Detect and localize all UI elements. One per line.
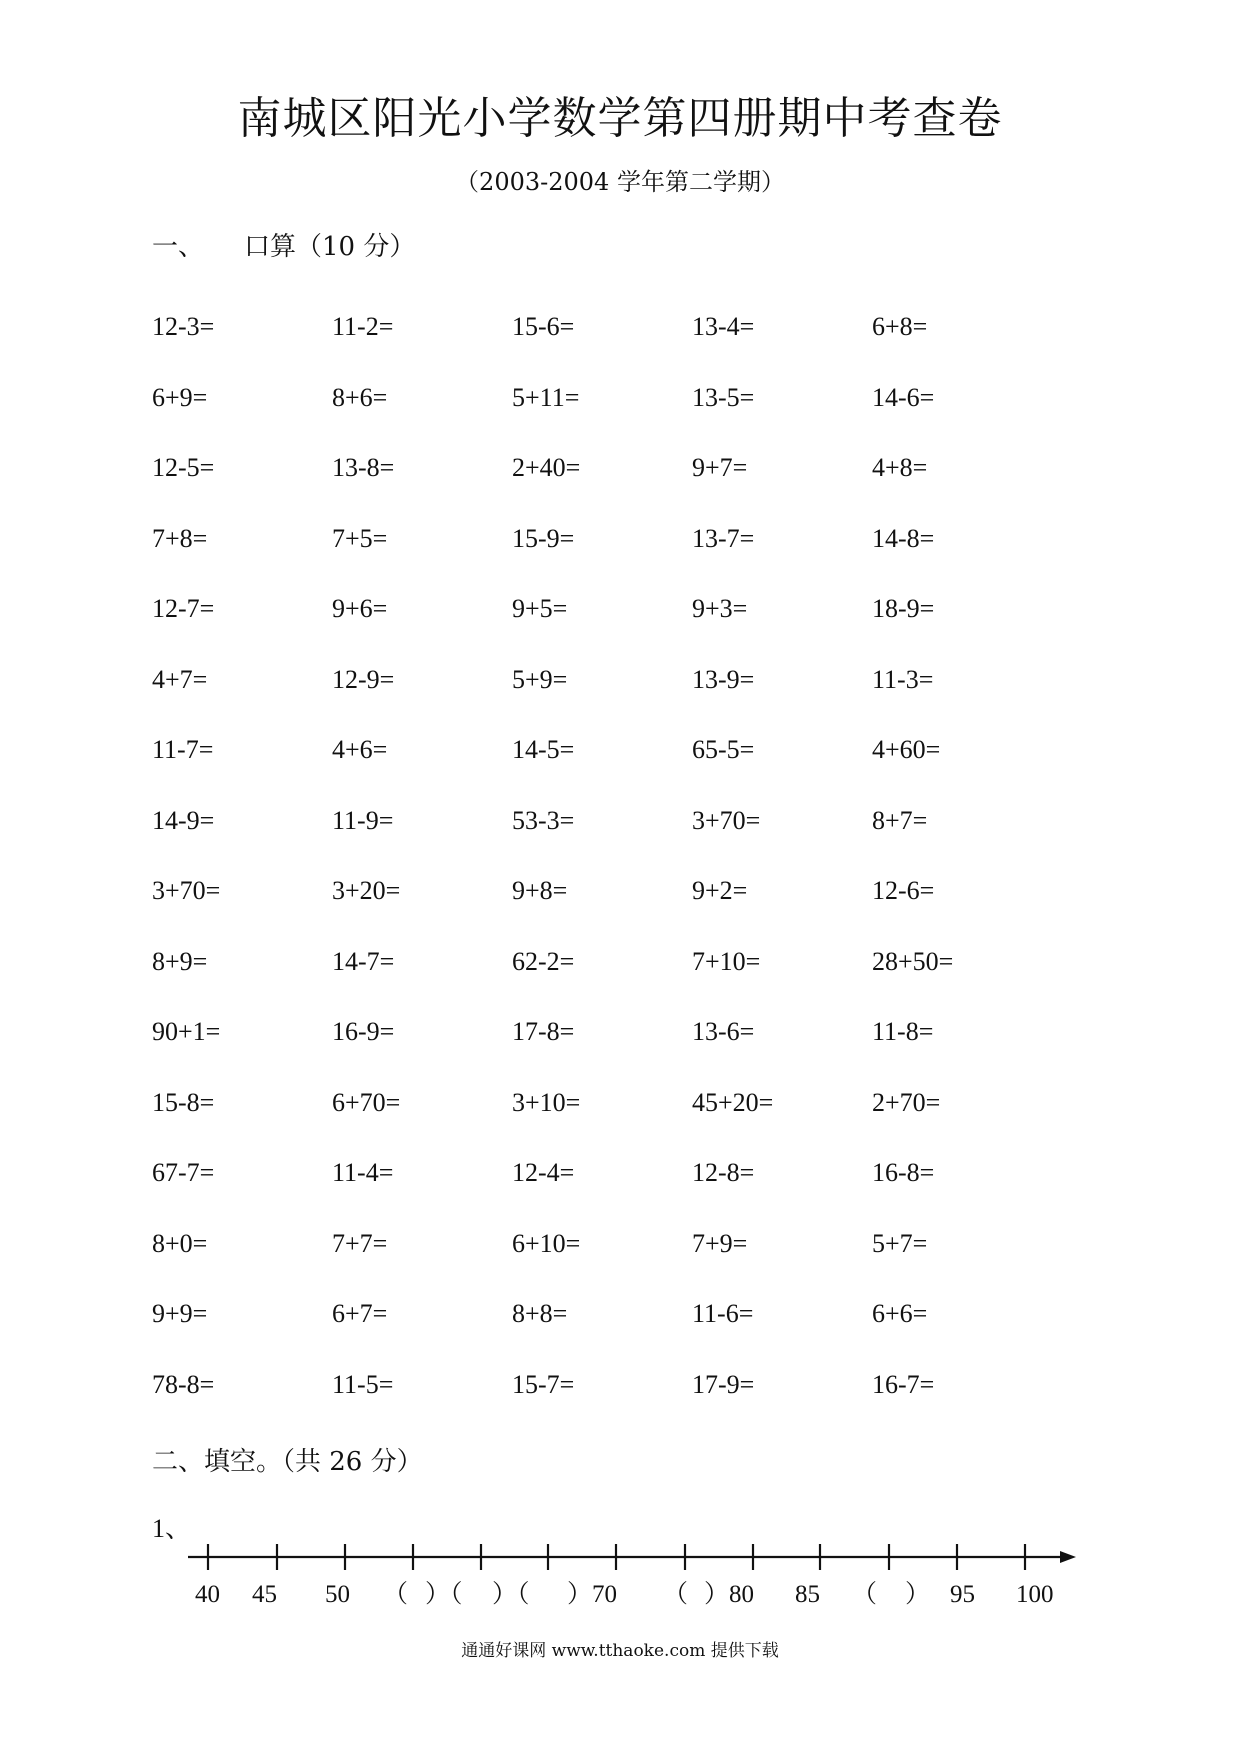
problem-item: 5+11= [512, 382, 580, 412]
problem-item: 45+20= [692, 1087, 774, 1117]
page-title: 南城区阳光小学数学第四册期中考查卷 [237, 93, 1003, 144]
problem-item: 11-7= [152, 735, 214, 764]
problem-item: 13-4= [692, 312, 755, 341]
problem-item: 8+7= [872, 805, 928, 835]
problem-item: 16-8= [872, 1158, 935, 1187]
number-line-label: 85 [795, 1581, 820, 1608]
problem-item: 9+9= [152, 1299, 208, 1328]
question-1-label: 1、 [152, 1514, 192, 1543]
problem-item: 6+10= [512, 1228, 581, 1258]
number-line-label: （ [852, 1581, 878, 1608]
problem-item: 14-5= [512, 735, 575, 764]
number-line-label: 50 [325, 1581, 350, 1608]
problem-item: 9+8= [512, 876, 568, 905]
problem-item: 11-2= [332, 312, 394, 341]
problem-item: 11-8= [872, 1017, 934, 1046]
number-line-label: ）70 [567, 1581, 618, 1608]
problem-item: 12-6= [872, 876, 935, 905]
number-line-label: 95 [950, 1581, 975, 1608]
problem-item: 12-5= [152, 453, 215, 482]
problem-item: 17-8= [512, 1017, 575, 1046]
problem-item: 11-3= [872, 664, 934, 694]
problem-item: 9+7= [692, 453, 748, 482]
problem-item: 18-9= [872, 594, 935, 623]
problem-item: 9+6= [332, 594, 388, 623]
problem-item: 11-4= [332, 1158, 394, 1187]
problem-item: 11-9= [332, 805, 394, 835]
number-line-label: ）（ [425, 1581, 463, 1608]
problem-item: 14-7= [332, 946, 395, 976]
problem-item: 11-5= [332, 1369, 394, 1399]
problem-item: 12-7= [152, 594, 215, 623]
problem-item: 8+0= [152, 1228, 208, 1258]
problem-item: 8+6= [332, 382, 388, 412]
problem-item: 6+70= [332, 1087, 401, 1117]
problem-item: 9+3= [692, 594, 748, 623]
problem-item: 6+7= [332, 1299, 388, 1328]
problem-item: 11-6= [692, 1299, 754, 1328]
problem-item: 13-6= [692, 1017, 755, 1046]
problem-item: 3+70= [692, 805, 761, 835]
problem-item: 13-7= [692, 523, 755, 553]
problem-item: 28+50= [872, 946, 954, 976]
problem-item: 62-2= [512, 946, 575, 976]
problem-item: 14-8= [872, 523, 935, 553]
problem-item: 3+20= [332, 876, 401, 905]
problem-item: 90+1= [152, 1017, 221, 1046]
problem-item: 9+2= [692, 876, 748, 905]
number-line-label: ）80 [704, 1581, 755, 1608]
problem-item: 12-9= [332, 664, 395, 694]
problem-item: 14-9= [152, 805, 215, 835]
number-line-arrow-icon [1060, 1551, 1076, 1563]
problem-item: 7+7= [332, 1228, 388, 1258]
page-subtitle: （2003-2004 学年第二学期） [455, 168, 785, 196]
number-line-labels [195, 1580, 1054, 1608]
problem-item: 7+5= [332, 523, 388, 553]
footer-text: 通通好课网 www.tthaoke.com 提供下载 [461, 1641, 779, 1661]
number-line-label: 100 [1016, 1581, 1054, 1608]
problem-item: 12-3= [152, 312, 215, 341]
problem-item: 6+8= [872, 312, 928, 341]
number-line-label: 45 [252, 1581, 277, 1608]
problem-item: 15-7= [512, 1369, 575, 1399]
problem-item: 5+9= [512, 664, 568, 694]
problem-item: 15-9= [512, 523, 575, 553]
problem-item: 2+40= [512, 453, 581, 482]
problem-item: 3+10= [512, 1087, 581, 1117]
section-2-heading: 二、填空。（共 26 分） [152, 1447, 423, 1477]
problem-item: 7+10= [692, 946, 761, 976]
problem-item: 12-8= [692, 1158, 755, 1187]
problem-item: 13-8= [332, 453, 395, 482]
problem-item: 7+9= [692, 1228, 748, 1258]
problem-item: 4+8= [872, 453, 928, 482]
problem-item: 4+60= [872, 735, 941, 764]
problem-item: 5+7= [872, 1228, 928, 1258]
problem-item: 4+7= [152, 664, 208, 694]
problem-item: 15-6= [512, 312, 575, 341]
problem-item: 7+8= [152, 523, 208, 553]
number-line-label: 40 [195, 1581, 220, 1608]
problem-item: 8+8= [512, 1299, 568, 1328]
problem-item: 8+9= [152, 946, 208, 976]
problem-item: 9+5= [512, 594, 568, 623]
problem-item: 14-6= [872, 382, 935, 412]
problem-item: 17-9= [692, 1369, 755, 1399]
problem-item: 16-9= [332, 1017, 395, 1046]
problem-item: 65-5= [692, 735, 755, 764]
problem-item: 13-5= [692, 382, 755, 412]
problem-item: 53-3= [512, 805, 575, 835]
number-line-label: （ [663, 1581, 689, 1608]
number-line-label: （ [383, 1581, 409, 1608]
problem-item: 6+6= [872, 1299, 928, 1328]
number-line-label: ） [905, 1581, 931, 1608]
problem-item: 4+6= [332, 735, 388, 764]
problem-item: 15-8= [152, 1087, 215, 1117]
problem-item: 67-7= [152, 1158, 215, 1187]
problem-item: 6+9= [152, 382, 208, 412]
problem-item: 12-4= [512, 1158, 575, 1187]
problem-item: 16-7= [872, 1369, 935, 1399]
section-1-title: 口算（10 分） [244, 232, 416, 262]
problem-item: 3+70= [152, 876, 221, 905]
problem-item: 78-8= [152, 1369, 215, 1399]
section-1-number: 一、 [152, 232, 205, 262]
problem-item: 2+70= [872, 1087, 941, 1117]
number-line-label: ）（ [492, 1581, 530, 1608]
problem-item: 13-9= [692, 664, 755, 694]
